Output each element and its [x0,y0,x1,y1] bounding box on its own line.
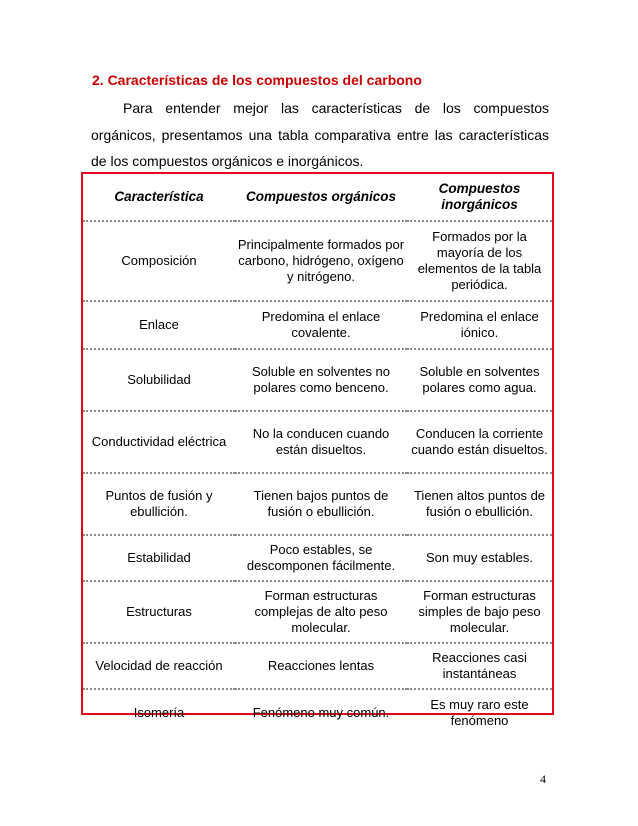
row-organic: Reacciones lentas [235,644,407,690]
section-heading: 2. Características de los compuestos del carbono [92,72,422,88]
table-row [83,474,552,536]
row-characteristic: Puntos de fusión y ebullición. [83,474,235,536]
row-organic: No la conducen cuando están disueltos. [235,412,407,474]
table-row [83,302,552,350]
row-organic: Principalmente formados por carbono, hidrógeno, oxígeno y nitrógeno. [235,222,407,302]
header-characteristic: Característica [83,174,235,222]
row-characteristic: Estructuras [83,582,235,644]
row-organic: Predomina el enlace covalente. [235,302,407,350]
row-organic: Poco estables, se descomponen fácilmente. [235,536,407,582]
row-inorganic: Son muy estables. [407,536,552,582]
row-characteristic: Solubilidad [83,350,235,412]
row-characteristic: Isomería [133,705,185,720]
row-organic: Tienen bajos puntos de fusión o ebullición. [235,474,407,536]
header-inorganic: Compuestos inorgánicos [407,174,552,222]
row-organic: Soluble en solventes no polares como benceno. [235,350,407,412]
intro-paragraph: Para entender mejor las características de los compuestos orgánicos, presentamos una tabla comparativa entre las características de los compuestos orgánicos e inorgánicos. [91,100,549,169]
row-characteristic: Velocidad de reacción [83,644,235,690]
row-characteristic: Enlace [83,302,235,350]
row-inorganic: Forman estructuras simples de bajo peso molecular. [407,582,552,644]
row-inorganic: Predomina el enlace iónico. [407,302,552,350]
row-inorganic: Tienen altos puntos de fusión o ebullición. [407,474,552,536]
row-organic: Fenómeno muy común. [252,705,390,720]
table-row [83,412,552,474]
row-characteristic: Composición [83,222,235,302]
page-number: 4 [540,772,546,786]
table-row [83,222,552,302]
row-inorganic: Reacciones casi instantáneas [407,644,552,690]
row-inorganic: Formados por la mayoría de los elementos de la tabla periódica. [407,222,552,302]
table-header-row [83,174,552,222]
row-inorganic: Soluble en solventes polares como agua. [407,350,552,412]
header-organic: Compuestos orgánicos [235,174,407,222]
table-row [83,350,552,412]
row-organic: Forman estructuras complejas de alto peso molecular. [235,582,407,644]
table-row [83,582,552,644]
row-inorganic: Es muy raro este fenómeno [430,697,529,728]
table-row [83,690,552,736]
comparison-table [81,172,554,728]
table-row [83,536,552,582]
row-characteristic: Estabilidad [83,536,235,582]
table-row [83,644,552,690]
row-inorganic: Conducen la corriente cuando están disueltos. [407,412,552,474]
row-characteristic: Conductividad eléctrica [83,412,235,474]
